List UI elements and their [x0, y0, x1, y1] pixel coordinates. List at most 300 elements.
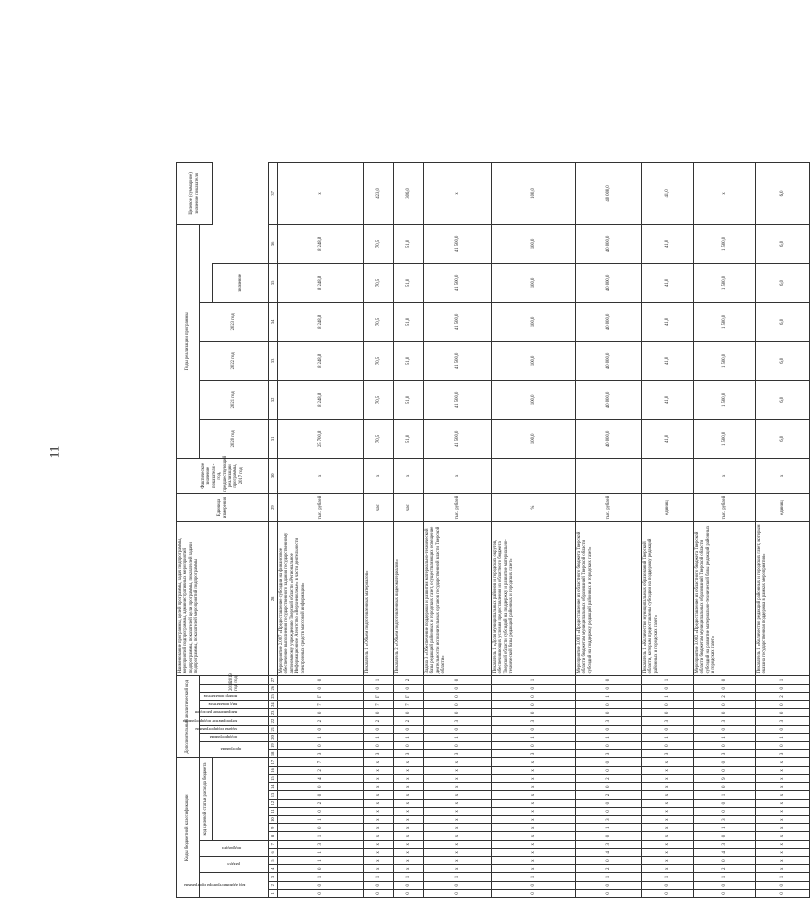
code-cell: 3: [576, 750, 642, 758]
code-cell: 0: [694, 832, 756, 840]
year-value: 8 248,8: [278, 380, 364, 419]
code-cell: 3: [492, 717, 576, 725]
row-fact: х: [756, 458, 810, 493]
row-fact: х: [278, 458, 364, 493]
column-number: 15: [269, 774, 278, 782]
code-cell: х: [394, 791, 424, 799]
code-cell: 3: [642, 750, 694, 758]
year-value: 41 500,0: [424, 341, 492, 380]
year-value: 6,0: [756, 302, 810, 341]
code-cell: х: [424, 799, 492, 807]
code-cell: 0: [492, 709, 576, 717]
column-number: 19: [269, 742, 278, 750]
row-fact: [576, 458, 642, 493]
code-cell: 0: [364, 725, 394, 733]
program-table: [176, 162, 810, 898]
event-code-header: мероприятие подпрограммы: [200, 717, 269, 725]
code-cell: 2: [576, 865, 642, 873]
code-cell: 0: [756, 889, 810, 897]
code-cell: 1: [278, 848, 364, 856]
code-cell: 0: [756, 725, 810, 733]
code-cell: х: [424, 758, 492, 766]
year-value: 41,0: [642, 302, 694, 341]
row-unit: час: [394, 493, 424, 522]
code-cell: 1: [642, 692, 694, 700]
row-name: Показатель 1 «Количество редакций районных и городских газет, которым оказана государственная поддержка в рамках мероприятия»: [756, 522, 810, 676]
column-number: 34: [269, 302, 278, 341]
extra-code-title: Дополнительный аналитический код: [177, 676, 200, 758]
code-cell: 0: [642, 725, 694, 733]
year-value: 6,0: [756, 341, 810, 380]
code-cell: х: [424, 815, 492, 823]
code-cell: 0: [576, 832, 642, 840]
column-number: 24: [269, 701, 278, 709]
table-row: [364, 163, 394, 898]
code-cell: 0: [492, 742, 576, 750]
code-cell: х: [756, 865, 810, 873]
code-cell: х: [642, 840, 694, 848]
year-value: 8 248,8: [278, 224, 364, 263]
code-cell: х: [642, 766, 694, 774]
code-cell: 0: [394, 709, 424, 717]
code-cell: 1: [394, 873, 424, 881]
code-cell: 2: [394, 676, 424, 684]
gabs-code-header: код администратора программы: [200, 873, 269, 898]
column-number: 32: [269, 380, 278, 419]
column-numbers-row: [269, 163, 278, 898]
code-cell: х: [642, 758, 694, 766]
code-cell: 0: [694, 742, 756, 750]
code-cell: х: [642, 856, 694, 864]
unit-column-header: Единица измерения: [177, 493, 269, 522]
code-cell: 3: [492, 750, 576, 758]
code-cell: 0: [694, 783, 756, 791]
final-value: 40 000,0: [576, 163, 642, 225]
code-cell: 0: [576, 725, 642, 733]
code-cell: х: [756, 856, 810, 864]
code-cell: 0: [756, 881, 810, 889]
direction-code-header: направление расходов: [200, 709, 269, 717]
code-cell: 0: [424, 676, 492, 684]
code-cell: 1: [642, 733, 694, 741]
column-number: 18: [269, 750, 278, 758]
column-number: 20: [269, 733, 278, 741]
row-unit: единиц: [756, 493, 810, 522]
code-cell: 0: [424, 692, 492, 700]
code-cell: 2: [278, 799, 364, 807]
code-cell: 0: [492, 701, 576, 709]
year-value: 40 000,0: [576, 419, 642, 458]
column-number: 26: [269, 684, 278, 692]
code-cell: х: [492, 865, 576, 873]
final-value: 306,0: [394, 163, 424, 225]
year-2-header: 2019 год: [200, 676, 269, 684]
code-cell: х: [642, 815, 694, 823]
column-number: 35: [269, 263, 278, 302]
code-cell: 2: [278, 717, 364, 725]
year-3-header: 2020 год: [200, 419, 269, 458]
row-unit: тыс. рублей: [576, 493, 642, 522]
year-value: 70,5: [364, 341, 394, 380]
code-cell: 0: [424, 701, 492, 709]
code-cell: х: [364, 791, 394, 799]
code-cell: 1: [278, 832, 364, 840]
code-cell: х: [364, 840, 394, 848]
code-cell: 4: [576, 848, 642, 856]
row-name: Мероприятие 3.001 «Предоставление из областного бюджета Тверской области бюджетам муниципальных образований Тверской области субсидий на поддержку редакций районных и городских газет»: [576, 522, 642, 676]
code-cell: 0: [576, 807, 642, 815]
column-number: 4: [269, 865, 278, 873]
year-value: 8 248,8: [278, 341, 364, 380]
column-number: 11: [269, 807, 278, 815]
code-cell: 0: [756, 742, 810, 750]
code-cell: х: [642, 832, 694, 840]
code-cell: 0: [694, 676, 756, 684]
table-row: [424, 163, 492, 898]
code-cell: 0: [278, 807, 364, 815]
year-value: 70,5: [364, 263, 394, 302]
code-cell: 0: [364, 881, 394, 889]
code-cell: х: [424, 865, 492, 873]
column-number: 29: [269, 493, 278, 522]
code-cell: 0: [394, 881, 424, 889]
code-cell: 0: [364, 684, 394, 692]
code-cell: 1: [364, 676, 394, 684]
code-cell: 4: [694, 848, 756, 856]
code-cell: 0: [278, 791, 364, 799]
code-cell: 0: [394, 684, 424, 692]
final-value: 100,0: [492, 163, 576, 225]
code-cell: 0: [364, 709, 394, 717]
task-code-header: задача подпрограммы: [200, 725, 269, 733]
code-cell: х: [492, 840, 576, 848]
code-cell: 0: [694, 807, 756, 815]
code-cell: 0: [576, 676, 642, 684]
code-cell: х: [394, 766, 424, 774]
code-cell: 0: [642, 742, 694, 750]
year-value: 40 000,0: [576, 341, 642, 380]
code-cell: 3: [756, 717, 810, 725]
page-number: 11: [46, 445, 62, 459]
code-cell: х: [642, 783, 694, 791]
code-cell: 0: [694, 701, 756, 709]
year-value: 6,0: [756, 263, 810, 302]
code-cell: 7: [394, 701, 424, 709]
code-cell: 0: [278, 676, 364, 684]
column-number: 27: [269, 676, 278, 684]
code-cell: 0: [576, 889, 642, 897]
year-6-header: 2023 год: [200, 302, 269, 341]
code-cell: х: [424, 774, 492, 782]
code-cell: х: [364, 815, 394, 823]
row-unit: тыс. рублей: [278, 493, 364, 522]
code-cell: 3: [364, 750, 394, 758]
fact-column-header: Фактическое значение показателя - год, предшествующий реализации программы, 2017 год: [177, 458, 269, 493]
final-value: х: [424, 163, 492, 225]
year-value: 1 500,0: [694, 302, 756, 341]
final-value: х: [278, 163, 364, 225]
column-number: 36: [269, 224, 278, 263]
code-cell: 1: [642, 676, 694, 684]
code-cell: х: [492, 824, 576, 832]
code-cell: 1: [576, 873, 642, 881]
column-number: 22: [269, 717, 278, 725]
code-cell: 0: [424, 881, 492, 889]
table-body: [278, 163, 810, 898]
column-number: 14: [269, 783, 278, 791]
code-cell: х: [364, 783, 394, 791]
code-cell: 1: [278, 873, 364, 881]
year-value: 51,0: [394, 419, 424, 458]
code-cell: 1: [576, 733, 642, 741]
code-cell: 2: [364, 717, 394, 725]
code-cell: х: [492, 815, 576, 823]
row-unit: тыс. рублей: [424, 493, 492, 522]
code-cell: 1: [278, 733, 364, 741]
final-value: 6,0: [756, 163, 810, 225]
code-cell: 0: [278, 742, 364, 750]
column-number: 17: [269, 758, 278, 766]
code-cell: 3: [756, 750, 810, 758]
code-cell: 0: [576, 701, 642, 709]
code-cell: 3: [694, 815, 756, 823]
year-value: 100,0: [492, 380, 576, 419]
column-number: 8: [269, 832, 278, 840]
column-number: 28: [269, 522, 278, 676]
year-value: 8 248,8: [278, 263, 364, 302]
code-cell: 0: [756, 701, 810, 709]
code-cell: х: [364, 832, 394, 840]
code-cell: 2: [576, 774, 642, 782]
section-header: раздел: [200, 856, 269, 872]
code-cell: х: [492, 848, 576, 856]
final-value: 41,0: [642, 163, 694, 225]
code-cell: х: [394, 856, 424, 864]
year-value: 51,0: [394, 302, 424, 341]
code-cell: 0: [576, 799, 642, 807]
code-cell: 0: [694, 725, 756, 733]
code-cell: 3: [576, 815, 642, 823]
table-row: [394, 163, 424, 898]
column-number: 1: [269, 889, 278, 897]
code-cell: х: [756, 783, 810, 791]
code-cell: 1: [756, 873, 810, 881]
code-cell: х: [424, 807, 492, 815]
row-unit: единиц: [642, 493, 694, 522]
program-code-header: программа: [200, 742, 269, 758]
code-cell: х: [424, 856, 492, 864]
column-number: 25: [269, 692, 278, 700]
code-cell: х: [642, 848, 694, 856]
column-number: 31: [269, 419, 278, 458]
code-cell: х: [492, 832, 576, 840]
code-cell: 0: [424, 742, 492, 750]
subsection-header: подраздел: [200, 840, 269, 856]
code-cell: х: [756, 766, 810, 774]
code-cell: 1: [756, 676, 810, 684]
code-cell: 1: [694, 873, 756, 881]
year-value: 41 500,0: [424, 380, 492, 419]
code-cell: 0: [278, 709, 364, 717]
table-row: [576, 163, 642, 898]
row-name: Показатель 2 «Объем подготовленных видеоматериалов»: [394, 522, 424, 676]
code-cell: 7: [278, 758, 364, 766]
code-cell: 0: [576, 881, 642, 889]
year-value: 41 500,0: [424, 263, 492, 302]
year-value: 70,5: [364, 380, 394, 419]
year-value: 1 500,0: [694, 263, 756, 302]
year-value: 51,0: [394, 341, 424, 380]
code-cell: 1: [492, 733, 576, 741]
code-cell: х: [492, 766, 576, 774]
code-cell: х: [394, 832, 424, 840]
code-cell: 1: [492, 873, 576, 881]
code-cell: х: [642, 791, 694, 799]
year-value: 70,5: [364, 419, 394, 458]
name-column-header: Наименование программы, целей программы, задач подпрограммы, мероприятий подпрограммы, административных мероприятий подпрограммы, показателей цели программы, показателей задачи подпрограммы, показателей мероприятий подпрограммы: [177, 522, 269, 676]
final-group-header: Целевое (суммарное) значение показателя: [177, 163, 213, 225]
column-number: 7: [269, 840, 278, 848]
year-value: 51,0: [394, 263, 424, 302]
row-fact: х: [424, 458, 492, 493]
row-name: Показатель 1 «Количество муниципальных образований Тверской области, которым предоставлены субсидии на поддержку редакций районных и городских газет»: [642, 522, 694, 676]
code-cell: Г: [278, 692, 364, 700]
code-cell: х: [492, 807, 576, 815]
code-cell: х: [394, 815, 424, 823]
column-number: 2: [269, 881, 278, 889]
column-number: 37: [269, 163, 278, 225]
indicator-kind-header: вид показателя: [200, 701, 269, 709]
code-cell: 1: [492, 676, 576, 684]
code-cell: 3: [424, 717, 492, 725]
year-value: 100,0: [492, 341, 576, 380]
column-number: 6: [269, 848, 278, 856]
year-value: 41 500,0: [424, 419, 492, 458]
code-cell: 0: [576, 856, 642, 864]
year-value: 100,0: [492, 224, 576, 263]
code-cell: х: [364, 856, 394, 864]
code-cell: 0: [278, 684, 364, 692]
year-value: 6,0: [756, 419, 810, 458]
code-cell: 1: [694, 791, 756, 799]
code-cell: х: [364, 865, 394, 873]
code-cell: 0: [424, 889, 492, 897]
code-cell: 0: [694, 709, 756, 717]
year-value: 40 000,0: [576, 263, 642, 302]
final-value: х: [694, 163, 756, 225]
code-cell: 0: [694, 766, 756, 774]
code-cell: 3: [576, 840, 642, 848]
code-cell: х: [394, 848, 424, 856]
indicator-number-header: номер показателя: [200, 692, 269, 700]
code-cell: 0: [576, 783, 642, 791]
year-4-header: 2021 год: [200, 380, 269, 419]
column-number: 9: [269, 824, 278, 832]
code-cell: 0: [278, 865, 364, 873]
code-cell: х: [756, 791, 810, 799]
code-cell: 0: [278, 783, 364, 791]
target-item-header: код целевой статьи расхода бюджета: [200, 758, 213, 840]
code-cell: 0: [642, 881, 694, 889]
column-number: 3: [269, 873, 278, 881]
row-name: Показатель 1 «Объем подготовленных материалов»: [364, 522, 394, 676]
row-fact: х: [364, 458, 394, 493]
code-cell: 0: [694, 856, 756, 864]
code-cell: 0: [424, 709, 492, 717]
table-row: [756, 163, 810, 898]
year-value: 100,0: [492, 419, 576, 458]
year-value: 1 500,0: [694, 224, 756, 263]
row-fact: х: [694, 458, 756, 493]
code-cell: х: [394, 865, 424, 873]
code-cell: х: [424, 832, 492, 840]
year-value: 25 700,8: [278, 419, 364, 458]
code-cell: 1: [394, 733, 424, 741]
code-cell: х: [394, 840, 424, 848]
code-cell: 0: [694, 799, 756, 807]
row-fact: [492, 458, 576, 493]
code-cell: х: [642, 865, 694, 873]
table-row: [642, 163, 694, 898]
row-fact: [642, 458, 694, 493]
code-cell: х: [756, 848, 810, 856]
code-cell: 0: [694, 684, 756, 692]
code-cell: 0: [756, 709, 810, 717]
code-cell: 0: [278, 824, 364, 832]
column-number: 16: [269, 766, 278, 774]
table-row: [694, 163, 756, 898]
code-cell: 1: [364, 733, 394, 741]
code-cell: х: [492, 856, 576, 864]
year-value: 40 000,0: [576, 302, 642, 341]
code-cell: 9: [694, 774, 756, 782]
year-value: 51,0: [394, 224, 424, 263]
code-cell: 0: [576, 766, 642, 774]
code-cell: Г: [364, 692, 394, 700]
code-cell: 0: [394, 725, 424, 733]
rotated-page: [176, 162, 785, 898]
code-cell: 3: [694, 717, 756, 725]
code-cell: х: [424, 824, 492, 832]
code-cell: х: [424, 783, 492, 791]
year-value: 40 000,0: [576, 380, 642, 419]
code-cell: х: [756, 774, 810, 782]
row-fact: х: [394, 458, 424, 493]
code-cell: 0: [364, 742, 394, 750]
code-cell: х: [364, 807, 394, 815]
code-cell: х: [642, 824, 694, 832]
year-value: 6,0: [756, 380, 810, 419]
code-cell: 1: [278, 815, 364, 823]
year-value: 41,0: [642, 224, 694, 263]
year-value: 8 248,8: [278, 302, 364, 341]
code-cell: 1: [424, 873, 492, 881]
code-cell: х: [756, 799, 810, 807]
code-cell: х: [756, 840, 810, 848]
code-cell: 0: [492, 889, 576, 897]
code-cell: х: [424, 791, 492, 799]
code-cell: 3: [694, 840, 756, 848]
year-value: 41,0: [642, 263, 694, 302]
code-cell: 0: [576, 742, 642, 750]
code-cell: х: [492, 758, 576, 766]
code-cell: 3: [642, 717, 694, 725]
code-cell: х: [756, 758, 810, 766]
code-cell: 0: [278, 889, 364, 897]
code-cell: 1: [576, 692, 642, 700]
code-cell: х: [364, 799, 394, 807]
year-value: 70,5: [364, 302, 394, 341]
